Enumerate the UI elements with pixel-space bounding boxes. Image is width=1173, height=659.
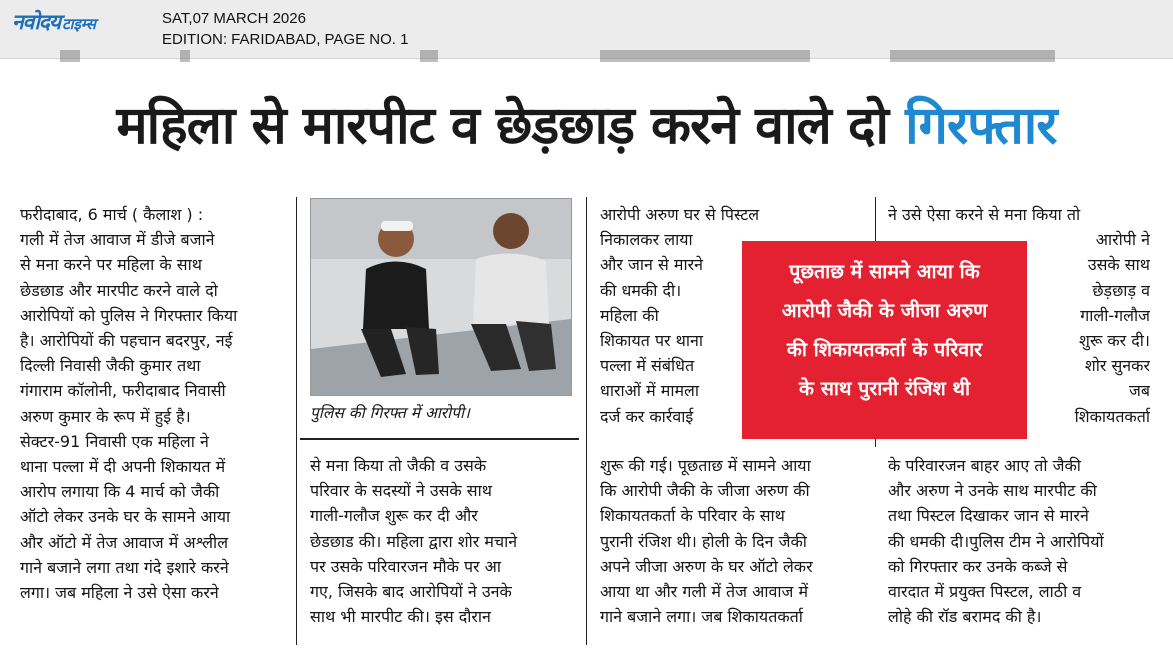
article-line: आरोप लगाया कि 4 मार्च को जैकी [20, 482, 220, 502]
article-line: लगा। जब महिला ने उसे ऐसा करने [20, 583, 219, 603]
logo-sub-text: टाइम्स [62, 15, 96, 33]
article-line: शिकायतकर्ता [1074, 406, 1150, 426]
article-line: शुरू कर दी। [1078, 331, 1150, 351]
issue-date: SAT,07 MARCH 2026 [162, 10, 306, 27]
article-column-4-bottom [888, 453, 1150, 629]
article-line: से मना करने पर महिला के साथ [20, 255, 202, 275]
headline [0, 88, 1173, 164]
newspaper-logo [12, 8, 96, 36]
edition-meta [162, 8, 408, 50]
column-divider [586, 197, 587, 645]
article-line: फरीदाबाद, 6 मार्च ( कैलाश ) : [20, 205, 204, 224]
pull-quote-line: पूछताछ में सामने आया कि [789, 260, 980, 283]
pull-quote-line: आरोपी जैकी के जीजा अरुण [781, 299, 988, 322]
article-line: और जान से मारने [600, 255, 704, 275]
cut-off-text-fragment [180, 50, 190, 62]
article-line: आरोपी ने [1095, 230, 1150, 250]
article-line: उसके साथ [1087, 255, 1150, 275]
article-line: ने उसे ऐसा करने से मना किया तो [888, 205, 1081, 224]
article-line: पुरानी रंजिश थी। होली के दिन जैकी [600, 531, 807, 551]
column-divider [296, 197, 297, 645]
pull-quote-line: के साथ पुरानी रंजिश थी [798, 377, 971, 400]
article-line: महिला की [600, 305, 659, 325]
cut-off-text-fragment [60, 50, 80, 62]
article-line: पर उसके परिवारजन मौके पर आ [310, 556, 502, 576]
article-line: गंगाराम कॉलोनी, फरीदाबाद निवासी [20, 381, 226, 401]
article-line: कि आरोपी जैकी के जीजा अरुण की [600, 481, 810, 501]
article-line: अरुण कुमार के रूप में हुई है। [20, 406, 191, 426]
article-line: गाने बजाने लगा। जब शिकायतकर्ता [600, 607, 803, 627]
article-photo [310, 198, 572, 396]
article-line: जब [1128, 381, 1150, 401]
article-line: गए, जिसके बाद आरोपियों ने उनके [310, 582, 512, 602]
pull-quote-line: की शिकायतकर्ता के परिवार [786, 338, 983, 361]
article-line: सेक्टर-91 निवासी एक महिला ने [20, 431, 209, 451]
article-line: आया था और गली में तेज आवाज में [600, 582, 809, 602]
article-line: गाली-गलौज शुरू कर दी और [310, 506, 478, 526]
article-line: और ऑटो में तेज आवाज में अश्लील [20, 532, 229, 552]
article-line: आरोपी अरुण घर से पिस्टल [600, 205, 760, 224]
article-line: अपने जीजा अरुण के घर ऑटो लेकर [600, 556, 813, 576]
edition-info: EDITION: FARIDABAD, PAGE NO. 1 [162, 31, 409, 48]
article-line: शोर सुनकर [1084, 356, 1150, 376]
pull-quote-box [742, 241, 1027, 439]
article-line: शिकायतकर्ता के परिवार के साथ [600, 506, 785, 526]
article-line: पल्ला में संबंधित [600, 356, 695, 376]
article-column-1 [20, 202, 283, 605]
article-line: साथ भी मारपीट की। इस दौरान [310, 607, 491, 627]
article-line: परिवार के सदस्यों ने उसके साथ [310, 481, 492, 501]
headline-main: महिला से मारपीट व छेड़छाड़ करने वाले दो [116, 96, 888, 156]
cut-off-text-fragment [600, 50, 810, 62]
article-line: धाराओं में मामला [600, 381, 700, 401]
caption-underline [300, 438, 579, 440]
article-line: आरोपियों को पुलिस ने गिरफ्तार किया [20, 305, 238, 325]
article-line: वारदात में प्रयुक्त पिस्टल, लाठी व [888, 582, 1082, 602]
article-column-2 [310, 453, 572, 629]
article-line: गाने बजाने लगा तथा गंदे इशारे करने [20, 557, 229, 577]
article-line: दिल्ली निवासी जैकी कुमार तथा [20, 356, 201, 376]
cut-off-text-fragment [420, 50, 438, 62]
article-line: से मना किया तो जैकी व उसके [310, 456, 487, 475]
article-line: की धमकी दी।पुलिस टीम ने आरोपियों [888, 531, 1104, 551]
article-line: गली में तेज आवाज में डीजे बजाने [20, 230, 215, 250]
article-line: शुरू की गई। पूछताछ में सामने आया [600, 456, 811, 475]
photo-caption: पुलिस की गिरफ्त में आरोपी। [310, 404, 470, 422]
article-line: गाली-गलौज [1080, 305, 1150, 325]
article-line: ऑटो लेकर उनके घर के सामने आया [20, 507, 231, 527]
article-line: छेडछाड और मारपीट करने वाले दो [20, 280, 218, 300]
article-line: शिकायत पर थाना [600, 331, 704, 351]
logo-main-text: नवोदय [12, 10, 61, 34]
article-line: निकालकर लाया [600, 230, 693, 250]
two-men-crouching-photo-icon [311, 199, 571, 395]
article-line: दर्ज कर कार्रवाई [600, 406, 694, 426]
article-column-3-bottom [600, 453, 862, 629]
article-line: लोहे की रॉड बरामद की है। [888, 607, 1042, 627]
article-line: को गिरफ्तार कर उनके कब्जे से [888, 556, 1068, 576]
article-line: के परिवारजन बाहर आए तो जैकी [888, 456, 1081, 475]
article-line: छेडछाड की। महिला द्वारा शोर मचाने [310, 531, 518, 551]
article-line: तथा पिस्टल दिखाकर जान से मारने [888, 506, 1089, 526]
article-line: छेड़छाड़ व [1092, 280, 1150, 300]
article-line: है। आरोपियों की पहचान बदरपुर, नई [20, 331, 233, 351]
cut-off-text-fragment [890, 50, 1055, 62]
article-line: और अरुण ने उनके साथ मारपीट की [888, 481, 1097, 501]
article-line: की धमकी दी। [600, 280, 682, 300]
headline-accent: गिरफ्तार [905, 96, 1057, 156]
article-line: थाना पल्ला में दी अपनी शिकायत में [20, 457, 226, 477]
